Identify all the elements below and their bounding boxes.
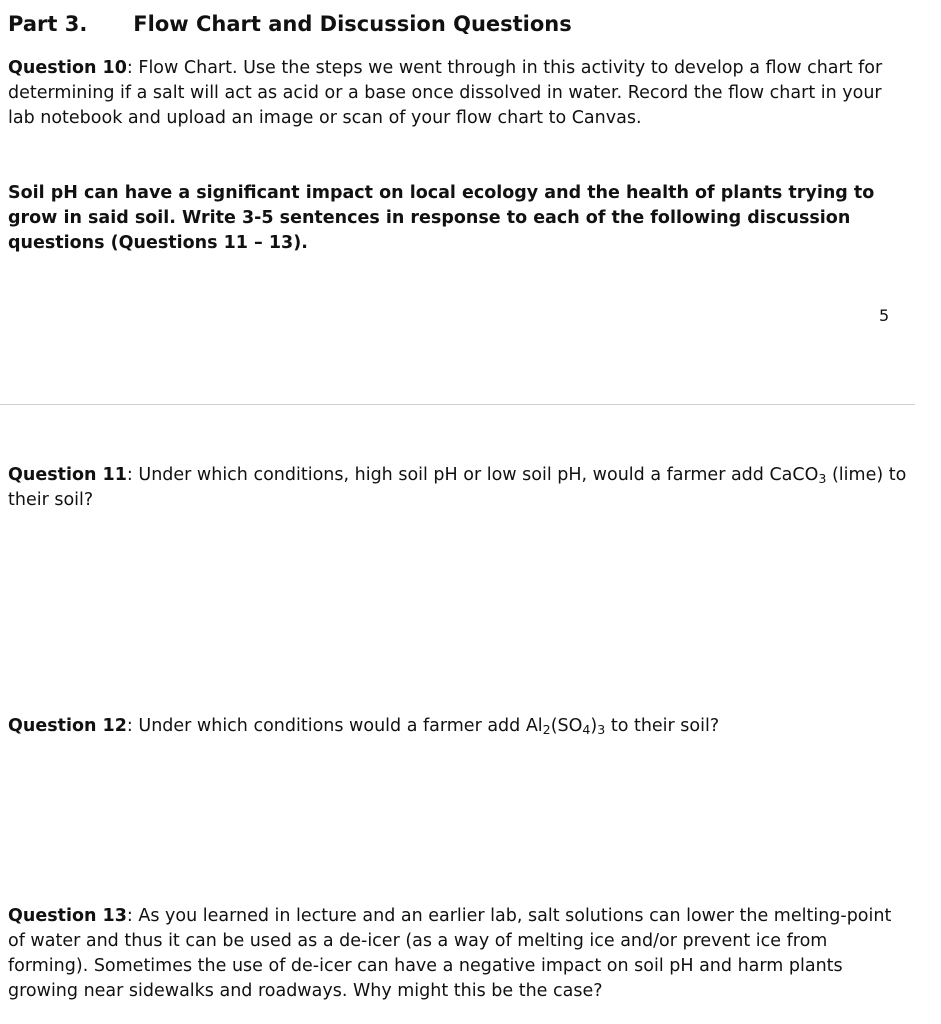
part-title: Flow Chart and Discussion Questions [133,12,572,36]
part-label: Part 3. [8,12,88,36]
question-13 [8,904,908,1004]
question-12-subscript-3: 3 [597,722,606,738]
question-13-label: Question 13 [8,906,127,926]
question-12-text-end: to their soil? [605,716,720,736]
question-12-text-mid: (SO [550,716,583,736]
question-13-text: : As you learned in lecture and an earlier lab, salt solutions can lower the melting-point of water and thus it can be used as a de-icer (as a way of melting ice and/or prevent ice from forming). Sometimes the use of de-icer can have a negative impact on soil pH and harm plants growing near sidewalks and roadways. Why might this be the case? [8,906,892,1001]
page-number: 5 [879,306,890,325]
question-12-subscript-1: 2 [542,722,551,738]
question-10 [8,56,908,131]
question-11 [8,463,908,513]
question-11-text-end: (lime) to their soil? [8,465,907,510]
page-divider [0,404,915,405]
question-12 [8,714,908,739]
question-11-label: Question 11 [8,465,127,485]
question-10-label: Question 10 [8,58,127,78]
discussion-intro: Soil pH can have a significant impact on local ecology and the health of plants trying to grow in said soil. Write 3-5 sentences in response to each of the following discussion questions (Questions 11 – 13). [8,183,875,253]
part-heading [8,12,572,36]
question-12-text-mid2: ) [590,716,598,736]
question-10-text: : Flow Chart. Use the steps we went through in this activity to develop a flow chart for determining if a salt will act as acid or a base once dissolved in water. Record the flow chart in your lab notebook and upload an image or scan of your flow chart to Canvas. [8,58,883,128]
question-11-subscript: 3 [818,471,827,487]
question-12-label: Question 12 [8,716,127,736]
question-12-text: : Under which conditions would a farmer add Al [126,716,543,736]
question-11-text: : Under which conditions, high soil pH or low soil pH, would a farmer add CaCO [126,465,819,485]
question-12-subscript-2: 4 [582,722,591,738]
